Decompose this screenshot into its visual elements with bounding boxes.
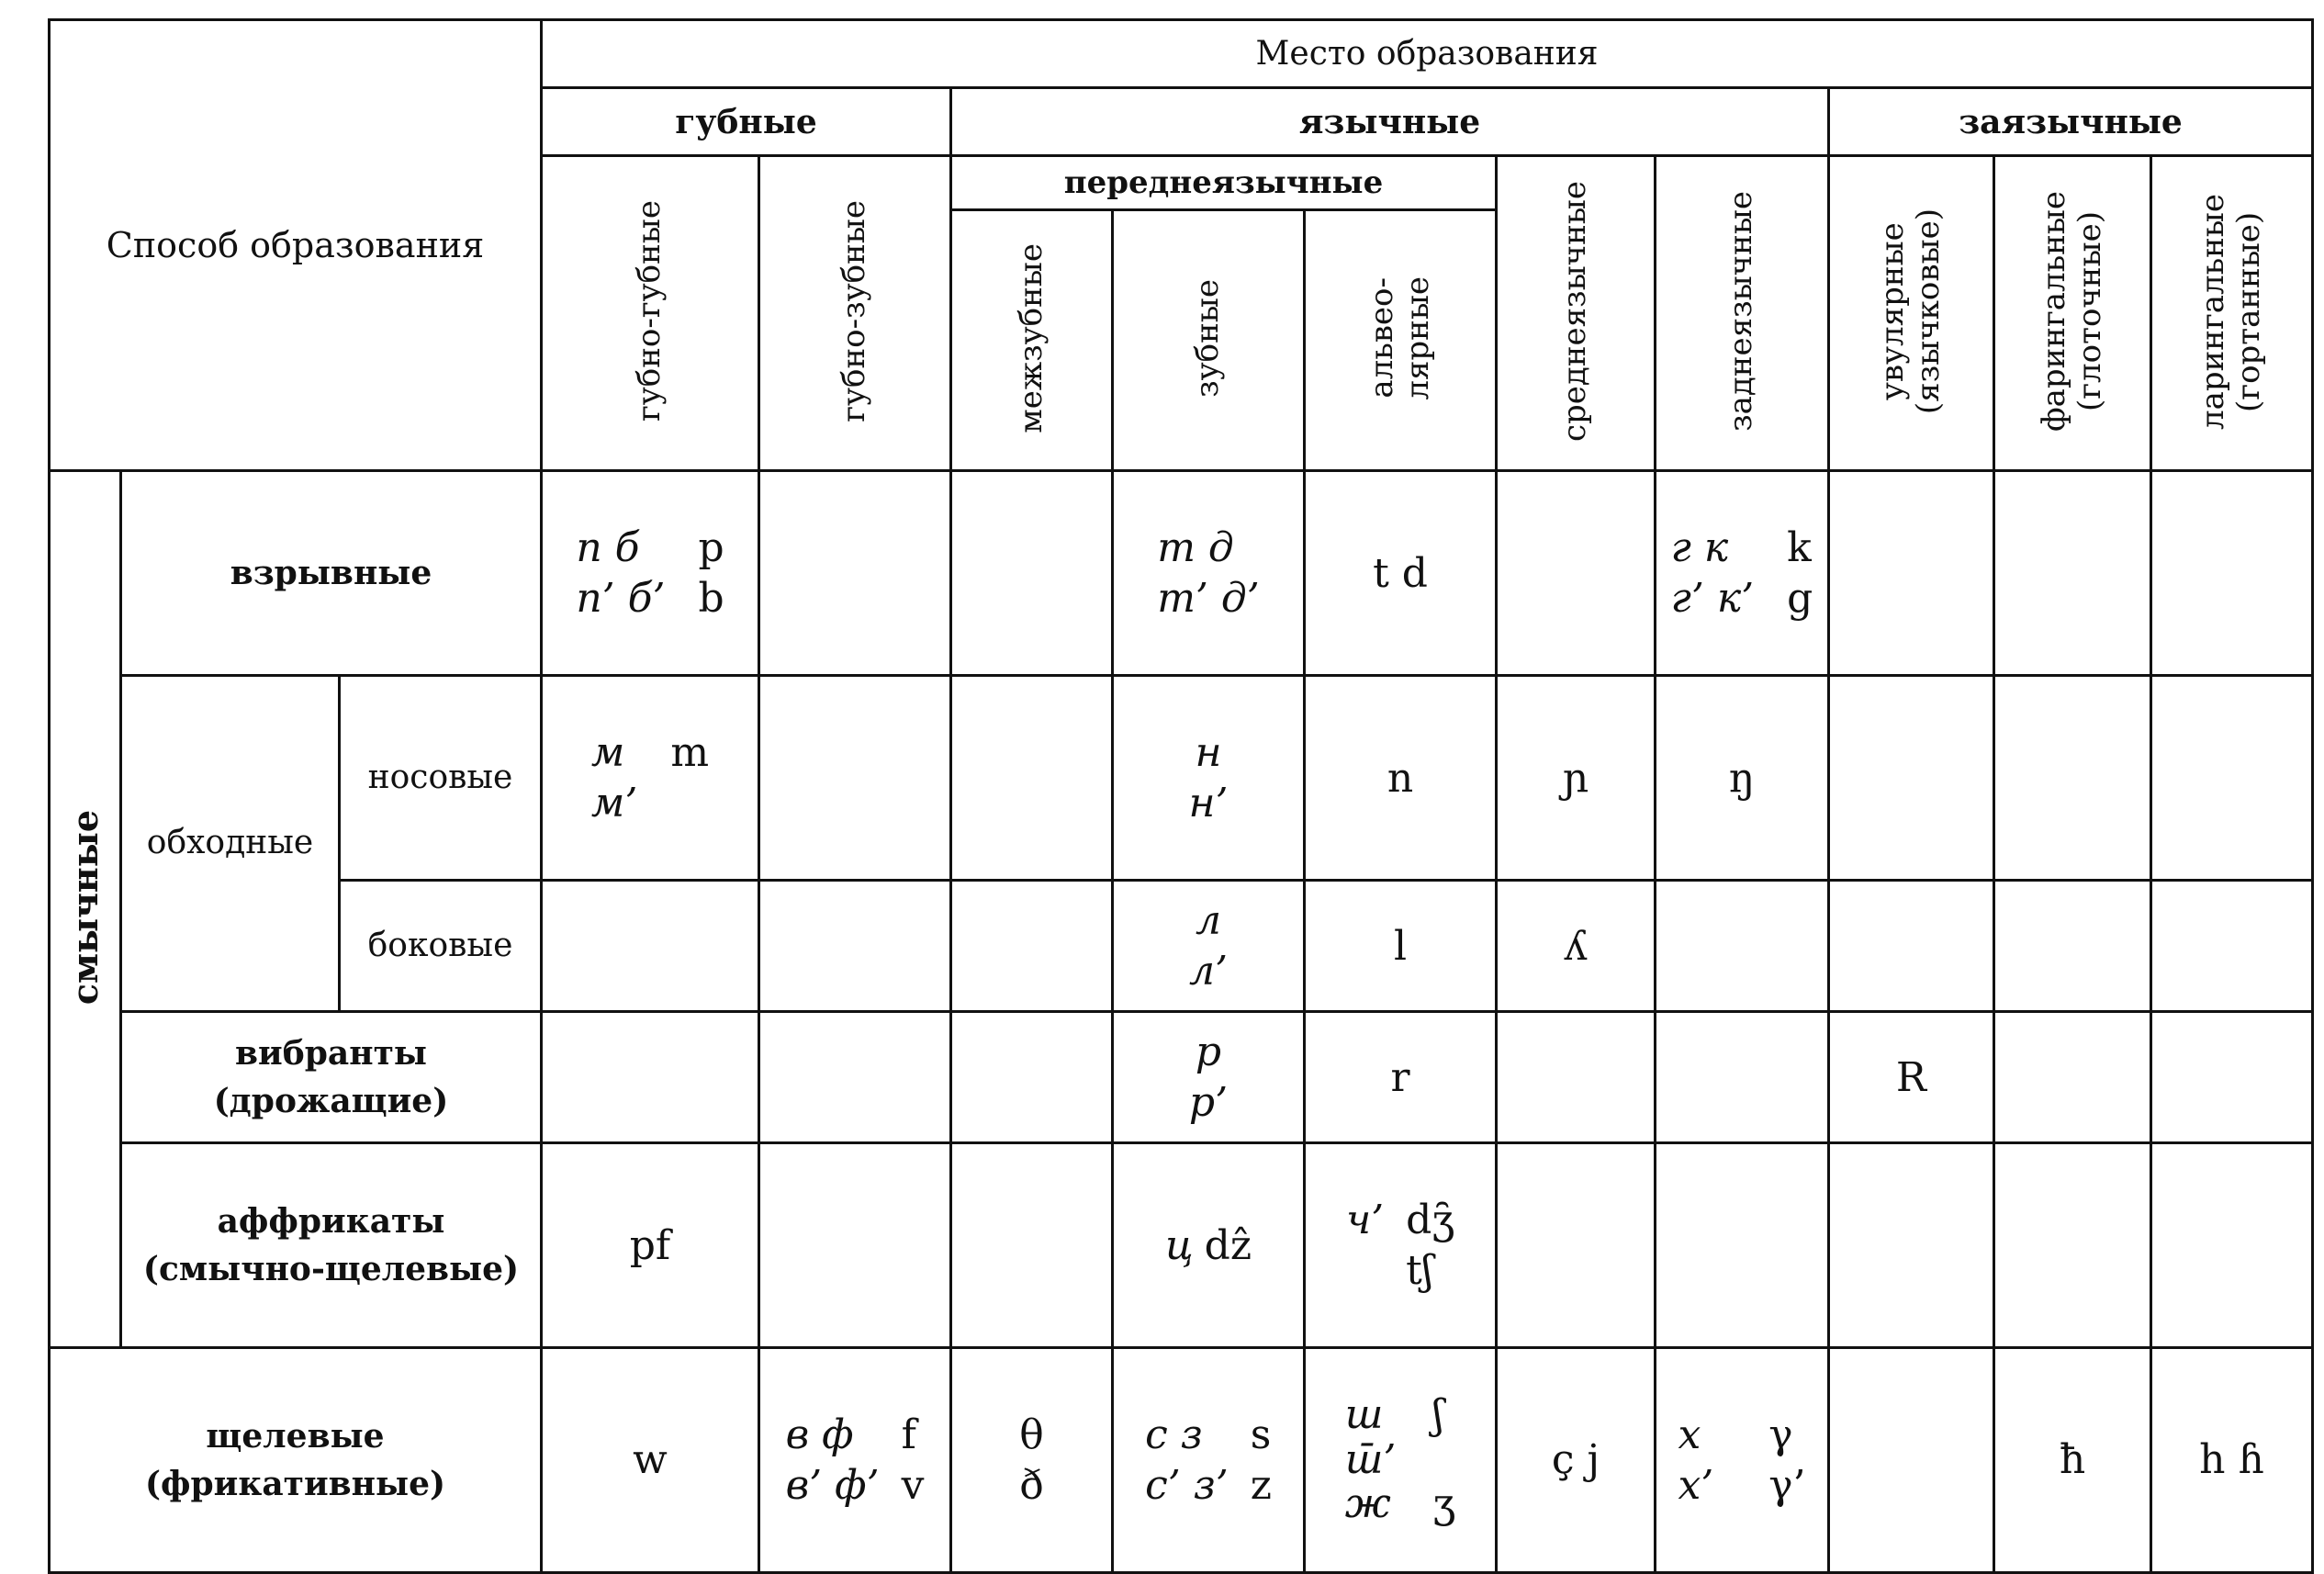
cell-affricate-labiodental: [759, 1143, 951, 1348]
ipa-symbols: k g: [1787, 524, 1813, 622]
cyr-symbols: п б п’ б’: [576, 524, 666, 622]
consonant-classification-table: [48, 18, 2314, 1574]
row-group-stops: смычные: [50, 471, 121, 1348]
ipa-symbols: γ γ’: [1768, 1411, 1806, 1509]
cell-affricate-dental: [1113, 1143, 1305, 1348]
cyr-symbols: ц: [1164, 1221, 1194, 1269]
col-labiodental-header: губно-зубные: [759, 156, 951, 471]
cell-nasal-labiodental: [759, 676, 951, 881]
row-bypass-label: обходные: [121, 676, 340, 1012]
ipa-symbols: p b: [698, 524, 724, 622]
cell-fricative-labiodental: [759, 1348, 951, 1573]
cyr-symbols: с з с’ з’: [1145, 1411, 1229, 1509]
cell-lateral-palatal: ʎ: [1497, 881, 1656, 1012]
cell-fricative-velar: [1656, 1348, 1829, 1573]
cell-lateral-labiodental: [759, 881, 951, 1012]
cell-fricative-uvular: [1829, 1348, 1994, 1573]
cell-fricative-dental: [1113, 1348, 1305, 1573]
row-trill-label: вибранты (дрожащие): [121, 1012, 542, 1143]
cell-plosive-velar: [1656, 471, 1829, 676]
cell-lateral-laryngeal: [2151, 881, 2313, 1012]
cyr-symbols: м м’: [590, 729, 638, 826]
col-laryngeal-header: ларингальные (гортанные): [2151, 156, 2313, 471]
cell-trill-interdental: [951, 1012, 1113, 1143]
ipa-symbols: f v: [901, 1411, 925, 1509]
cell-affricate-bilabial: pf: [542, 1143, 759, 1348]
row-fricative-label: щелевые (фрикативные): [50, 1348, 542, 1573]
cell-fricative-bilabial: w: [542, 1348, 759, 1573]
ipa-symbols: dʒ̑ tʃ: [1406, 1197, 1455, 1294]
cell-lateral-dental: л л’: [1113, 881, 1305, 1012]
cell-trill-labiodental: [759, 1012, 951, 1143]
cell-nasal-interdental: [951, 676, 1113, 881]
ipa-symbols: ʃ ʒ: [1432, 1391, 1456, 1528]
cell-nasal-uvular: [1829, 676, 1994, 881]
group-postlingual-header: заязычные: [1829, 88, 2313, 156]
cell-fricative-interdental: θ ð: [951, 1348, 1113, 1573]
col-pharyngeal-header: фарингальные (глоточные): [1994, 156, 2151, 471]
row-plosive-label: взрывные: [121, 471, 542, 676]
col-bilabial-header: губно-губные: [542, 156, 759, 471]
cell-trill-alveolar: r: [1305, 1012, 1497, 1143]
row-affricate-label: аффрикаты (смычно-щелевые): [121, 1143, 542, 1348]
cyr-symbols: в ф в’ ф’: [785, 1411, 880, 1509]
col-alveolar-header: альвео- лярные: [1305, 209, 1497, 471]
cell-fricative-palatal: ç j: [1497, 1348, 1656, 1573]
cell-lateral-bilabial: [542, 881, 759, 1012]
cell-fricative-alveolar: [1305, 1348, 1497, 1573]
col-dental-header: зубные: [1113, 209, 1305, 471]
col-palatal-header: среднеязычные: [1497, 156, 1656, 471]
cyr-symbols: г к г’ к’: [1670, 524, 1755, 622]
cell-trill-laryngeal: [2151, 1012, 2313, 1143]
cell-fricative-laryngeal: h ɦ: [2151, 1348, 2313, 1573]
ipa-symbols: s z: [1250, 1411, 1272, 1509]
cell-trill-pharyngeal: [1994, 1012, 2151, 1143]
place-header: Место образования: [542, 20, 2313, 88]
cell-nasal-bilabial: [542, 676, 759, 881]
cell-trill-uvular: R: [1829, 1012, 1994, 1143]
cell-trill-velar: [1656, 1012, 1829, 1143]
cell-nasal-pharyngeal: [1994, 676, 2151, 881]
cell-affricate-velar: [1656, 1143, 1829, 1348]
cell-fricative-pharyngeal: ħ: [1994, 1348, 2151, 1573]
cell-nasal-velar: ŋ: [1656, 676, 1829, 881]
cell-plosive-laryngeal: [2151, 471, 2313, 676]
manner-header: Способ образования: [50, 20, 542, 471]
cell-affricate-interdental: [951, 1143, 1113, 1348]
cyr-symbols: ш ш̄’ ж: [1344, 1391, 1397, 1528]
cell-affricate-uvular: [1829, 1143, 1994, 1348]
ipa-symbols: dẑ: [1204, 1221, 1252, 1269]
subgroup-front-header: переднеязычные: [951, 156, 1497, 210]
cell-affricate-laryngeal: [2151, 1143, 2313, 1348]
cyr-symbols: т д т’ д’: [1157, 524, 1260, 622]
col-interdental-header: межзубные: [951, 209, 1113, 471]
cell-lateral-uvular: [1829, 881, 1994, 1012]
cell-affricate-palatal: [1497, 1143, 1656, 1348]
cell-trill-palatal: [1497, 1012, 1656, 1143]
consonant-table-container: [48, 18, 2311, 1528]
cell-lateral-pharyngeal: [1994, 881, 2151, 1012]
cell-trill-dental: р р’: [1113, 1012, 1305, 1143]
col-uvular-header: увулярные (язычковые): [1829, 156, 1994, 471]
row-lateral-label: боковые: [340, 881, 542, 1012]
ipa-symbols: m: [670, 729, 710, 776]
cell-affricate-pharyngeal: [1994, 1143, 2151, 1348]
col-velar-header: заднеязычные: [1656, 156, 1829, 471]
cell-plosive-dental: [1113, 471, 1305, 676]
cell-trill-bilabial: [542, 1012, 759, 1143]
cyr-symbols: ч’: [1345, 1197, 1385, 1243]
cyr-symbols: х х’: [1678, 1411, 1714, 1509]
cell-nasal-dental: н н’: [1113, 676, 1305, 881]
cell-nasal-palatal: ɲ: [1497, 676, 1656, 881]
cell-plosive-uvular: [1829, 471, 1994, 676]
cell-plosive-alveolar: t d: [1305, 471, 1497, 676]
cell-nasal-alveolar: n: [1305, 676, 1497, 881]
group-labial-header: губные: [542, 88, 951, 156]
cell-plosive-palatal: [1497, 471, 1656, 676]
cell-nasal-laryngeal: [2151, 676, 2313, 881]
cell-lateral-interdental: [951, 881, 1113, 1012]
group-lingual-header: язычные: [951, 88, 1829, 156]
row-nasal-label: носовые: [340, 676, 542, 881]
cell-plosive-pharyngeal: [1994, 471, 2151, 676]
cell-plosive-bilabial: [542, 471, 759, 676]
cell-lateral-alveolar: l: [1305, 881, 1497, 1012]
cell-plosive-labiodental: [759, 471, 951, 676]
cell-lateral-velar: [1656, 881, 1829, 1012]
cell-affricate-alveolar: [1305, 1143, 1497, 1348]
cell-plosive-interdental: [951, 471, 1113, 676]
